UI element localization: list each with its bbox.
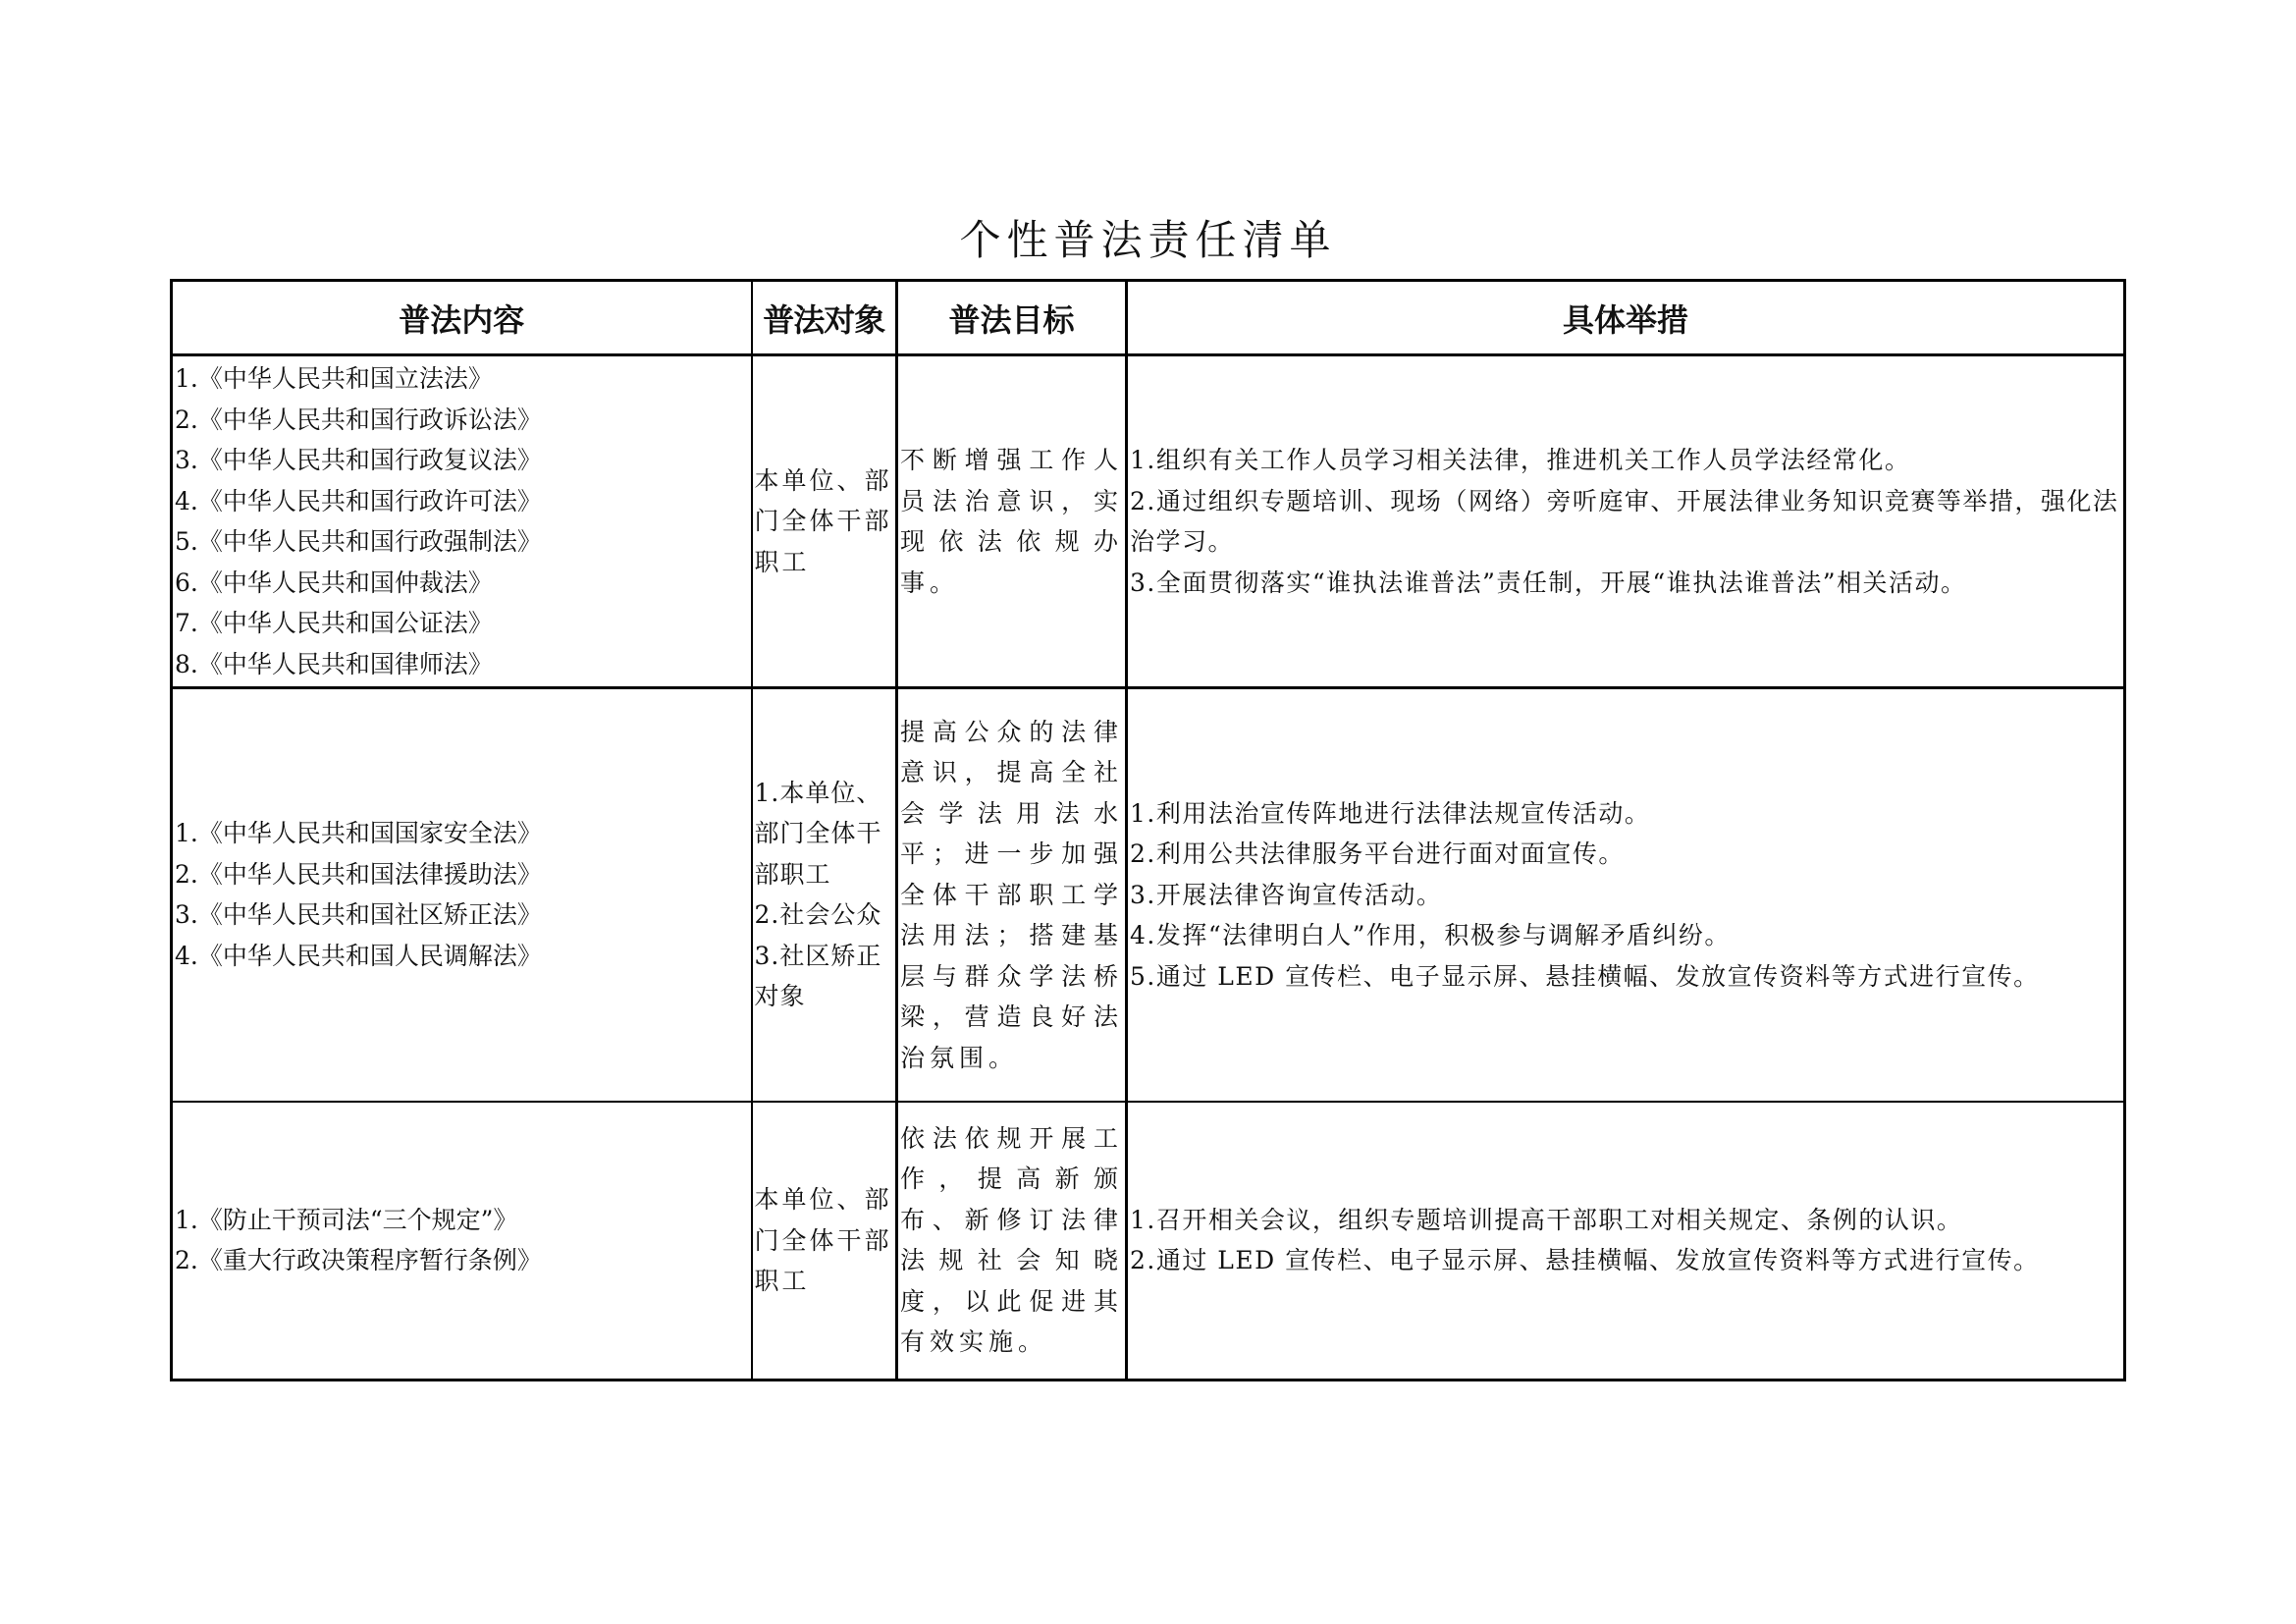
- law-item: 1.《防止干预司法“三个规定”》: [175, 1205, 518, 1234]
- target-cell: 本单位、部门全体干部职工: [752, 355, 897, 688]
- page-title: 个性普法责任清单: [959, 216, 1337, 264]
- target-item: 2.社会公众: [754, 900, 882, 930]
- law-item: 2.《重大行政决策程序暂行条例》: [175, 1246, 542, 1275]
- table-header-row: [172, 281, 2125, 355]
- measures-cell: [1127, 1102, 2125, 1380]
- goal-cell: 依法依规开展工作，提高新颁布、新修订法律法规社会知晓度，以此促进其有效实施。: [897, 1102, 1127, 1380]
- header-content: 普法内容: [172, 281, 752, 355]
- measures-cell: [1127, 688, 2125, 1102]
- measure-item: 1.召开相关会议，组织专题培训提高干部职工对相关规定、条例的认识。: [1130, 1205, 1963, 1234]
- target-cell: [752, 688, 897, 1102]
- target-item: 3.社区矫正对象: [754, 941, 882, 1011]
- content-cell: [172, 688, 752, 1102]
- goal-cell: 不断增强工作人员法治意识，实现依法依规办事。: [897, 355, 1127, 688]
- responsibility-table: [170, 279, 2126, 1381]
- law-item: 1.《中华人民共和国国家安全法》: [175, 819, 542, 848]
- content-cell: [172, 355, 752, 688]
- measure-item: 2.通过 LED 宣传栏、电子显示屏、悬挂横幅、发放宣传资料等方式进行宣传。: [1130, 1246, 2040, 1275]
- law-item: 8.《中华人民共和国律师法》: [175, 649, 493, 678]
- measures-cell: [1127, 355, 2125, 688]
- goal-cell: 提高公众的法律意识，提高全社会学法用法水平；进一步加强全体干部职工学法用法；搭建基层与群众学法桥梁，营造良好法治氛围。: [897, 688, 1127, 1102]
- law-item: 3.《中华人民共和国行政复议法》: [175, 446, 542, 474]
- measure-item: 1.利用法治宣传阵地进行法律法规宣传活动。: [1130, 798, 1651, 828]
- law-item: 7.《中华人民共和国公证法》: [175, 609, 493, 637]
- measure-item: 5.通过 LED 宣传栏、电子显示屏、悬挂横幅、发放宣传资料等方式进行宣传。: [1130, 961, 2040, 991]
- header-target: 普法对象: [752, 281, 897, 355]
- table-row: [172, 355, 2125, 688]
- measure-item: 2.通过组织专题培训、现场（网络）旁听庭审、开展法律业务知识竞赛等举措，强化法治学习。: [1130, 486, 2119, 556]
- table-row: [172, 688, 2125, 1102]
- law-item: 6.《中华人民共和国仲裁法》: [175, 568, 493, 597]
- measure-item: 3.开展法律咨询宣传活动。: [1130, 880, 1443, 909]
- law-item: 2.《中华人民共和国法律援助法》: [175, 859, 542, 889]
- measure-item: 3.全面贯彻落实“谁执法谁普法”责任制，开展“谁执法谁普法”相关活动。: [1130, 568, 1967, 597]
- header-goal: 普法目标: [897, 281, 1127, 355]
- measure-item: 4.发挥“法律明白人”作用，积极参与调解矛盾纠纷。: [1130, 921, 1731, 949]
- measure-item: 2.利用公共法律服务平台进行面对面宣传。: [1130, 839, 1625, 868]
- law-item: 2.《中华人民共和国行政诉讼法》: [175, 405, 542, 434]
- law-item: 4.《中华人民共和国人民调解法》: [175, 941, 542, 970]
- header-measures: 具体举措: [1127, 281, 2125, 355]
- law-item: 1.《中华人民共和国立法法》: [175, 364, 493, 393]
- law-item: 3.《中华人民共和国社区矫正法》: [175, 900, 542, 930]
- target-item: 1.本单位、部门全体干部职工: [754, 778, 882, 889]
- law-item: 4.《中华人民共和国行政许可法》: [175, 486, 542, 515]
- law-item: 5.《中华人民共和国行政强制法》: [175, 527, 542, 556]
- content-cell: [172, 1102, 752, 1380]
- measure-item: 1.组织有关工作人员学习相关法律，推进机关工作人员学法经常化。: [1130, 446, 1911, 474]
- table-row: [172, 1102, 2125, 1380]
- target-cell: 本单位、部门全体干部职工: [752, 1102, 897, 1380]
